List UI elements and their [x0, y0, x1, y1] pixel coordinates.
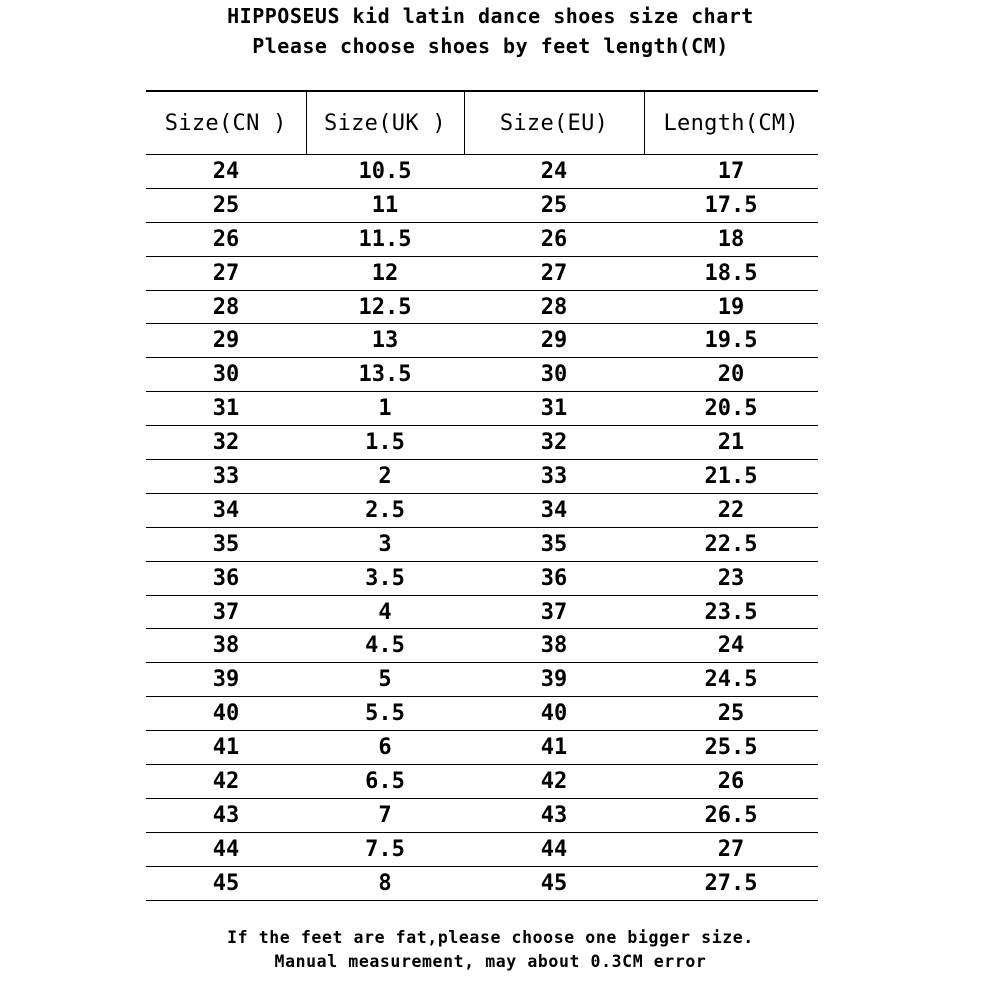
cell-length-cm: 20.5: [644, 392, 818, 426]
fit-note: If the feet are fat,please choose one bigger size.: [227, 928, 754, 947]
table-row: [146, 731, 818, 765]
cell-size-eu: 44: [464, 832, 644, 866]
cell-length-cm: 22: [644, 493, 818, 527]
cell-size-cn: 30: [146, 358, 306, 392]
table-body: [146, 155, 818, 901]
table-row: [146, 697, 818, 731]
column-header-size-eu: Size(EU): [464, 91, 644, 155]
page-title: HIPPOSEUS kid latin dance shoes size chart: [227, 4, 754, 28]
table-row: [146, 358, 818, 392]
cell-size-eu: 36: [464, 561, 644, 595]
cell-length-cm: 26: [644, 765, 818, 799]
cell-size-cn: 37: [146, 595, 306, 629]
table-row: [146, 426, 818, 460]
cell-size-cn: 29: [146, 324, 306, 358]
cell-length-cm: 27: [644, 832, 818, 866]
cell-size-cn: 41: [146, 731, 306, 765]
cell-size-eu: 33: [464, 460, 644, 494]
cell-size-eu: 29: [464, 324, 644, 358]
cell-size-uk: 6.5: [306, 765, 464, 799]
table-row: [146, 663, 818, 697]
cell-length-cm: 20: [644, 358, 818, 392]
table-row: [146, 866, 818, 900]
cell-size-uk: 8: [306, 866, 464, 900]
table-row: [146, 765, 818, 799]
cell-size-eu: 42: [464, 765, 644, 799]
table-row: [146, 155, 818, 189]
cell-size-cn: 44: [146, 832, 306, 866]
table-row: [146, 493, 818, 527]
cell-size-eu: 25: [464, 188, 644, 222]
table-row: [146, 222, 818, 256]
cell-length-cm: 23.5: [644, 595, 818, 629]
cell-size-eu: 40: [464, 697, 644, 731]
cell-size-cn: 27: [146, 256, 306, 290]
table-row: [146, 290, 818, 324]
table-row: [146, 832, 818, 866]
cell-size-eu: 39: [464, 663, 644, 697]
cell-length-cm: 27.5: [644, 866, 818, 900]
cell-size-uk: 12.5: [306, 290, 464, 324]
table-row: [146, 256, 818, 290]
cell-length-cm: 22.5: [644, 527, 818, 561]
column-header-size-uk: Size(UK ): [306, 91, 464, 155]
header-row: [146, 91, 818, 155]
cell-size-eu: 41: [464, 731, 644, 765]
table-row: [146, 188, 818, 222]
cell-size-cn: 33: [146, 460, 306, 494]
table-row: [146, 629, 818, 663]
cell-length-cm: 17.5: [644, 188, 818, 222]
cell-size-cn: 36: [146, 561, 306, 595]
cell-size-cn: 32: [146, 426, 306, 460]
cell-size-cn: 28: [146, 290, 306, 324]
cell-size-uk: 11.5: [306, 222, 464, 256]
cell-size-uk: 2: [306, 460, 464, 494]
size-chart-table: [146, 90, 818, 901]
table-row: [146, 595, 818, 629]
cell-length-cm: 26.5: [644, 798, 818, 832]
table-row: [146, 324, 818, 358]
table-row: [146, 561, 818, 595]
table-row: [146, 798, 818, 832]
cell-size-cn: 45: [146, 866, 306, 900]
table-row: [146, 527, 818, 561]
cell-length-cm: 19: [644, 290, 818, 324]
cell-length-cm: 21.5: [644, 460, 818, 494]
cell-size-eu: 30: [464, 358, 644, 392]
cell-length-cm: 18: [644, 222, 818, 256]
cell-size-eu: 35: [464, 527, 644, 561]
cell-length-cm: 17: [644, 155, 818, 189]
chart-footer: [0, 926, 981, 974]
cell-size-cn: 40: [146, 697, 306, 731]
cell-size-uk: 3: [306, 527, 464, 561]
cell-size-uk: 7: [306, 798, 464, 832]
cell-size-uk: 6: [306, 731, 464, 765]
column-header-length-cm: Length(CM): [644, 91, 818, 155]
table-row: [146, 460, 818, 494]
cell-size-uk: 4.5: [306, 629, 464, 663]
cell-size-uk: 1.5: [306, 426, 464, 460]
cell-size-eu: 38: [464, 629, 644, 663]
cell-size-eu: 27: [464, 256, 644, 290]
cell-size-uk: 10.5: [306, 155, 464, 189]
cell-size-uk: 13.5: [306, 358, 464, 392]
table-header: [146, 91, 818, 155]
cell-size-cn: 38: [146, 629, 306, 663]
cell-size-cn: 43: [146, 798, 306, 832]
column-header-size-cn: Size(CN ): [146, 91, 306, 155]
cell-length-cm: 24.5: [644, 663, 818, 697]
cell-size-uk: 3.5: [306, 561, 464, 595]
cell-size-eu: 24: [464, 155, 644, 189]
cell-size-cn: 35: [146, 527, 306, 561]
cell-size-uk: 5.5: [306, 697, 464, 731]
measurement-disclaimer: Manual measurement, may about 0.3CM error: [274, 952, 707, 971]
cell-size-uk: 1: [306, 392, 464, 426]
cell-size-uk: 13: [306, 324, 464, 358]
cell-size-uk: 2.5: [306, 493, 464, 527]
cell-size-uk: 11: [306, 188, 464, 222]
cell-size-uk: 4: [306, 595, 464, 629]
cell-size-eu: 43: [464, 798, 644, 832]
cell-size-eu: 37: [464, 595, 644, 629]
cell-length-cm: 25: [644, 697, 818, 731]
cell-length-cm: 25.5: [644, 731, 818, 765]
cell-size-cn: 25: [146, 188, 306, 222]
cell-length-cm: 18.5: [644, 256, 818, 290]
table-row: [146, 392, 818, 426]
cell-size-cn: 42: [146, 765, 306, 799]
page-subtitle: Please choose shoes by feet length(CM): [252, 34, 729, 58]
cell-size-eu: 34: [464, 493, 644, 527]
cell-size-eu: 28: [464, 290, 644, 324]
cell-size-uk: 12: [306, 256, 464, 290]
cell-length-cm: 24: [644, 629, 818, 663]
cell-size-eu: 31: [464, 392, 644, 426]
cell-size-cn: 31: [146, 392, 306, 426]
cell-size-cn: 26: [146, 222, 306, 256]
cell-length-cm: 21: [644, 426, 818, 460]
cell-size-eu: 32: [464, 426, 644, 460]
cell-size-uk: 5: [306, 663, 464, 697]
cell-size-uk: 7.5: [306, 832, 464, 866]
cell-length-cm: 23: [644, 561, 818, 595]
cell-size-eu: 45: [464, 866, 644, 900]
cell-size-eu: 26: [464, 222, 644, 256]
chart-header: [0, 0, 981, 61]
cell-size-cn: 24: [146, 155, 306, 189]
cell-size-cn: 34: [146, 493, 306, 527]
cell-length-cm: 19.5: [644, 324, 818, 358]
cell-size-cn: 39: [146, 663, 306, 697]
